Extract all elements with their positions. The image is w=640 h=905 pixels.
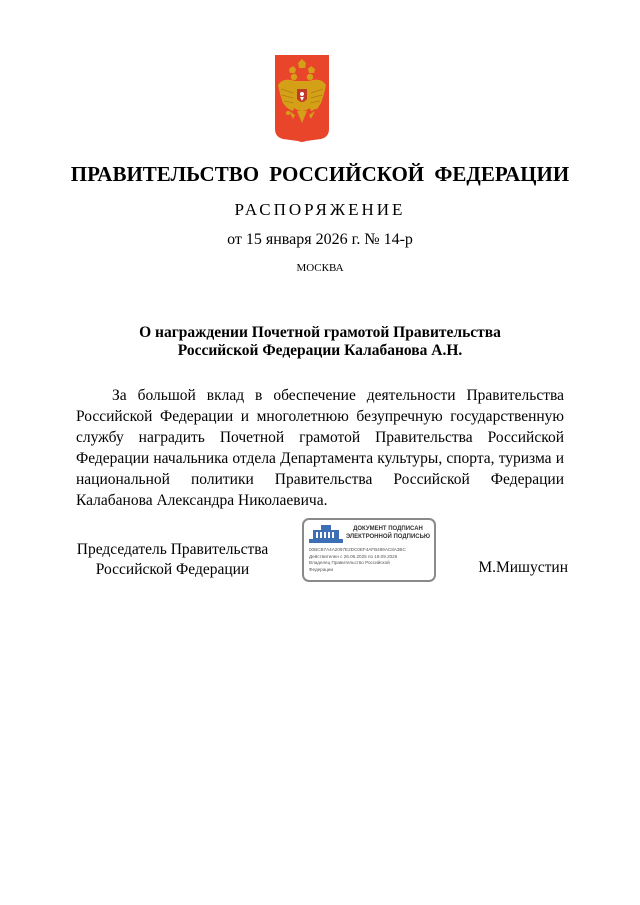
document-type: РАСПОРЯЖЕНИЕ [234,200,406,219]
document-city: МОСКВА [296,262,344,274]
document-subject [100,324,540,360]
stamp-owner-line-2: Федерации [309,566,334,572]
coat-of-arms-emblem [275,55,329,143]
subject-line-2: Российской Федерации Калабанова А.Н. [177,342,463,359]
body-paragraph: За большой вклад в обеспечение деятельности Правительства Российской Федерации и многолетнюю безупречную государственную службу наградить Почетной грамотой Правительства Российской Федерации начальника отдела Департамента культуры, спорта, туризма и национальной политики Правительства Российской Федерации Калабанова Александра Николаевича. [76,387,564,509]
signer-position-line-1: Председатель Правительства [76,541,269,558]
subject-line-1: О награждении Почетной грамотой Правительства [139,324,501,341]
russian-coat-of-arms-icon [275,55,329,143]
stamp-header [342,525,434,541]
electronic-signature-stamp [302,518,436,582]
government-building-icon [309,524,343,543]
stamp-header-line-2: ЭЛЕКТРОННОЙ ПОДПИСЬЮ [345,534,431,540]
signer-position [60,540,285,580]
stamp-details [309,547,435,573]
stamp-validity: Действителен с 26.06.2025 по 19.09.2026 [309,553,398,559]
stamp-header-line-1: ДОКУМЕНТ ПОДПИСАН [353,526,423,532]
signer-position-line-2: Российской Федерации [95,561,250,578]
stamp-owner-line-1: Владелец Правительство Российской [309,560,390,566]
government-title: ПРАВИТЕЛЬСТВО РОССИЙСКОЙ ФЕДЕРАЦИИ [70,162,570,186]
document-date-number: от 15 января 2026 г. № 14-р [227,231,413,248]
signer-name: М.Мишустин [478,559,568,576]
stamp-certificate: 00BCB7A4A2097E2DC0EF4AFB489AC8A3BC [309,547,406,552]
